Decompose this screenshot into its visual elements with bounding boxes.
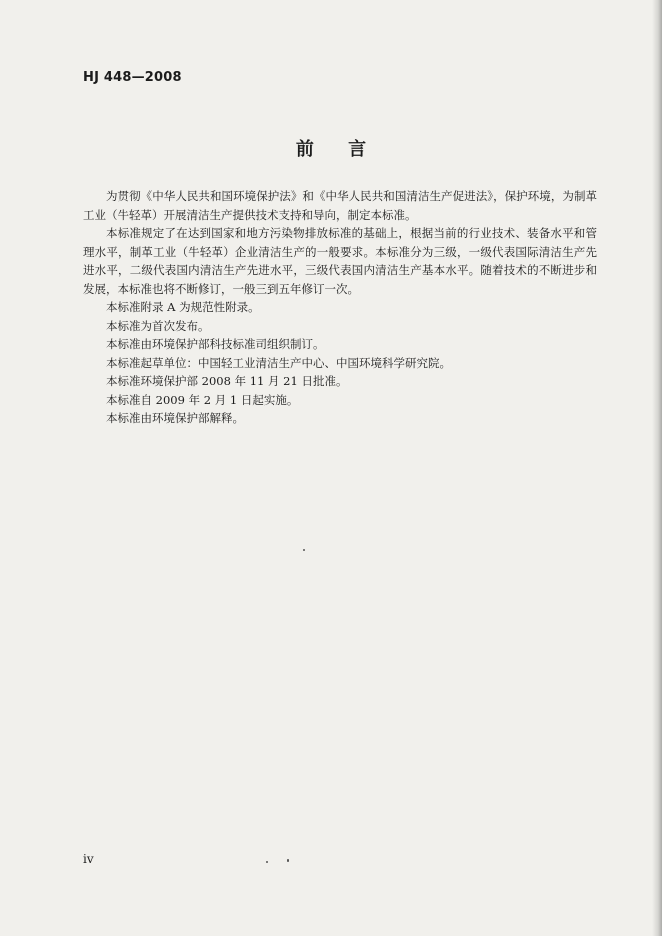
paragraph-approval: 本标准环境保护部 2008 年 11 月 21 日批准。: [106, 374, 348, 388]
paragraph-drafters: 本标准起草单位：中国轻工业清洁生产中心、中国环境科学研究院。: [106, 355, 451, 370]
page-title: 前 言: [295, 139, 381, 160]
paragraph-organizer: 本标准由环境保护部科技标准司组织制订。: [106, 337, 325, 351]
paragraph-appendix: 本标准附录 A 为规范性附录。: [106, 300, 260, 314]
paragraph-first-release: 本标准为首次发布。: [106, 318, 210, 333]
page-number: iv: [83, 852, 94, 866]
paragraph-interpretation: 本标准由环境保护部解释。: [106, 411, 244, 425]
scan-speck: [287, 859, 289, 862]
paragraph-effective-date: 本标准自 2009 年 2 月 1 日起实施。: [106, 392, 299, 407]
standard-code: HJ 448—2008: [83, 70, 182, 85]
scan-speck: [266, 861, 268, 863]
paragraph-purpose: 为贯彻《中华人民共和国环境保护法》和《中华人民共和国清洁生产促进法》，保护环境，为制革工业（牛轻革）开展清洁生产提供技术支持和导向，制定本标准。: [83, 189, 597, 222]
scan-speck: [303, 549, 305, 551]
paragraph-scope: 本标准规定了在达到国家和地方污染物排放标准的基础上，根据当前的行业技术、装备水平和管理水平，制革工业（牛轻革）企业清洁生产的一般要求。本标准分为三级，一级代表国际清洁生产先进水平，二级代表国内清洁生产先进水平，三级代表国内清洁生产基本水平。随着技术的不断进步和发展，本标准也将不断修订，一般三到五年修订一次。: [83, 226, 597, 296]
foreword-body: [83, 187, 597, 428]
